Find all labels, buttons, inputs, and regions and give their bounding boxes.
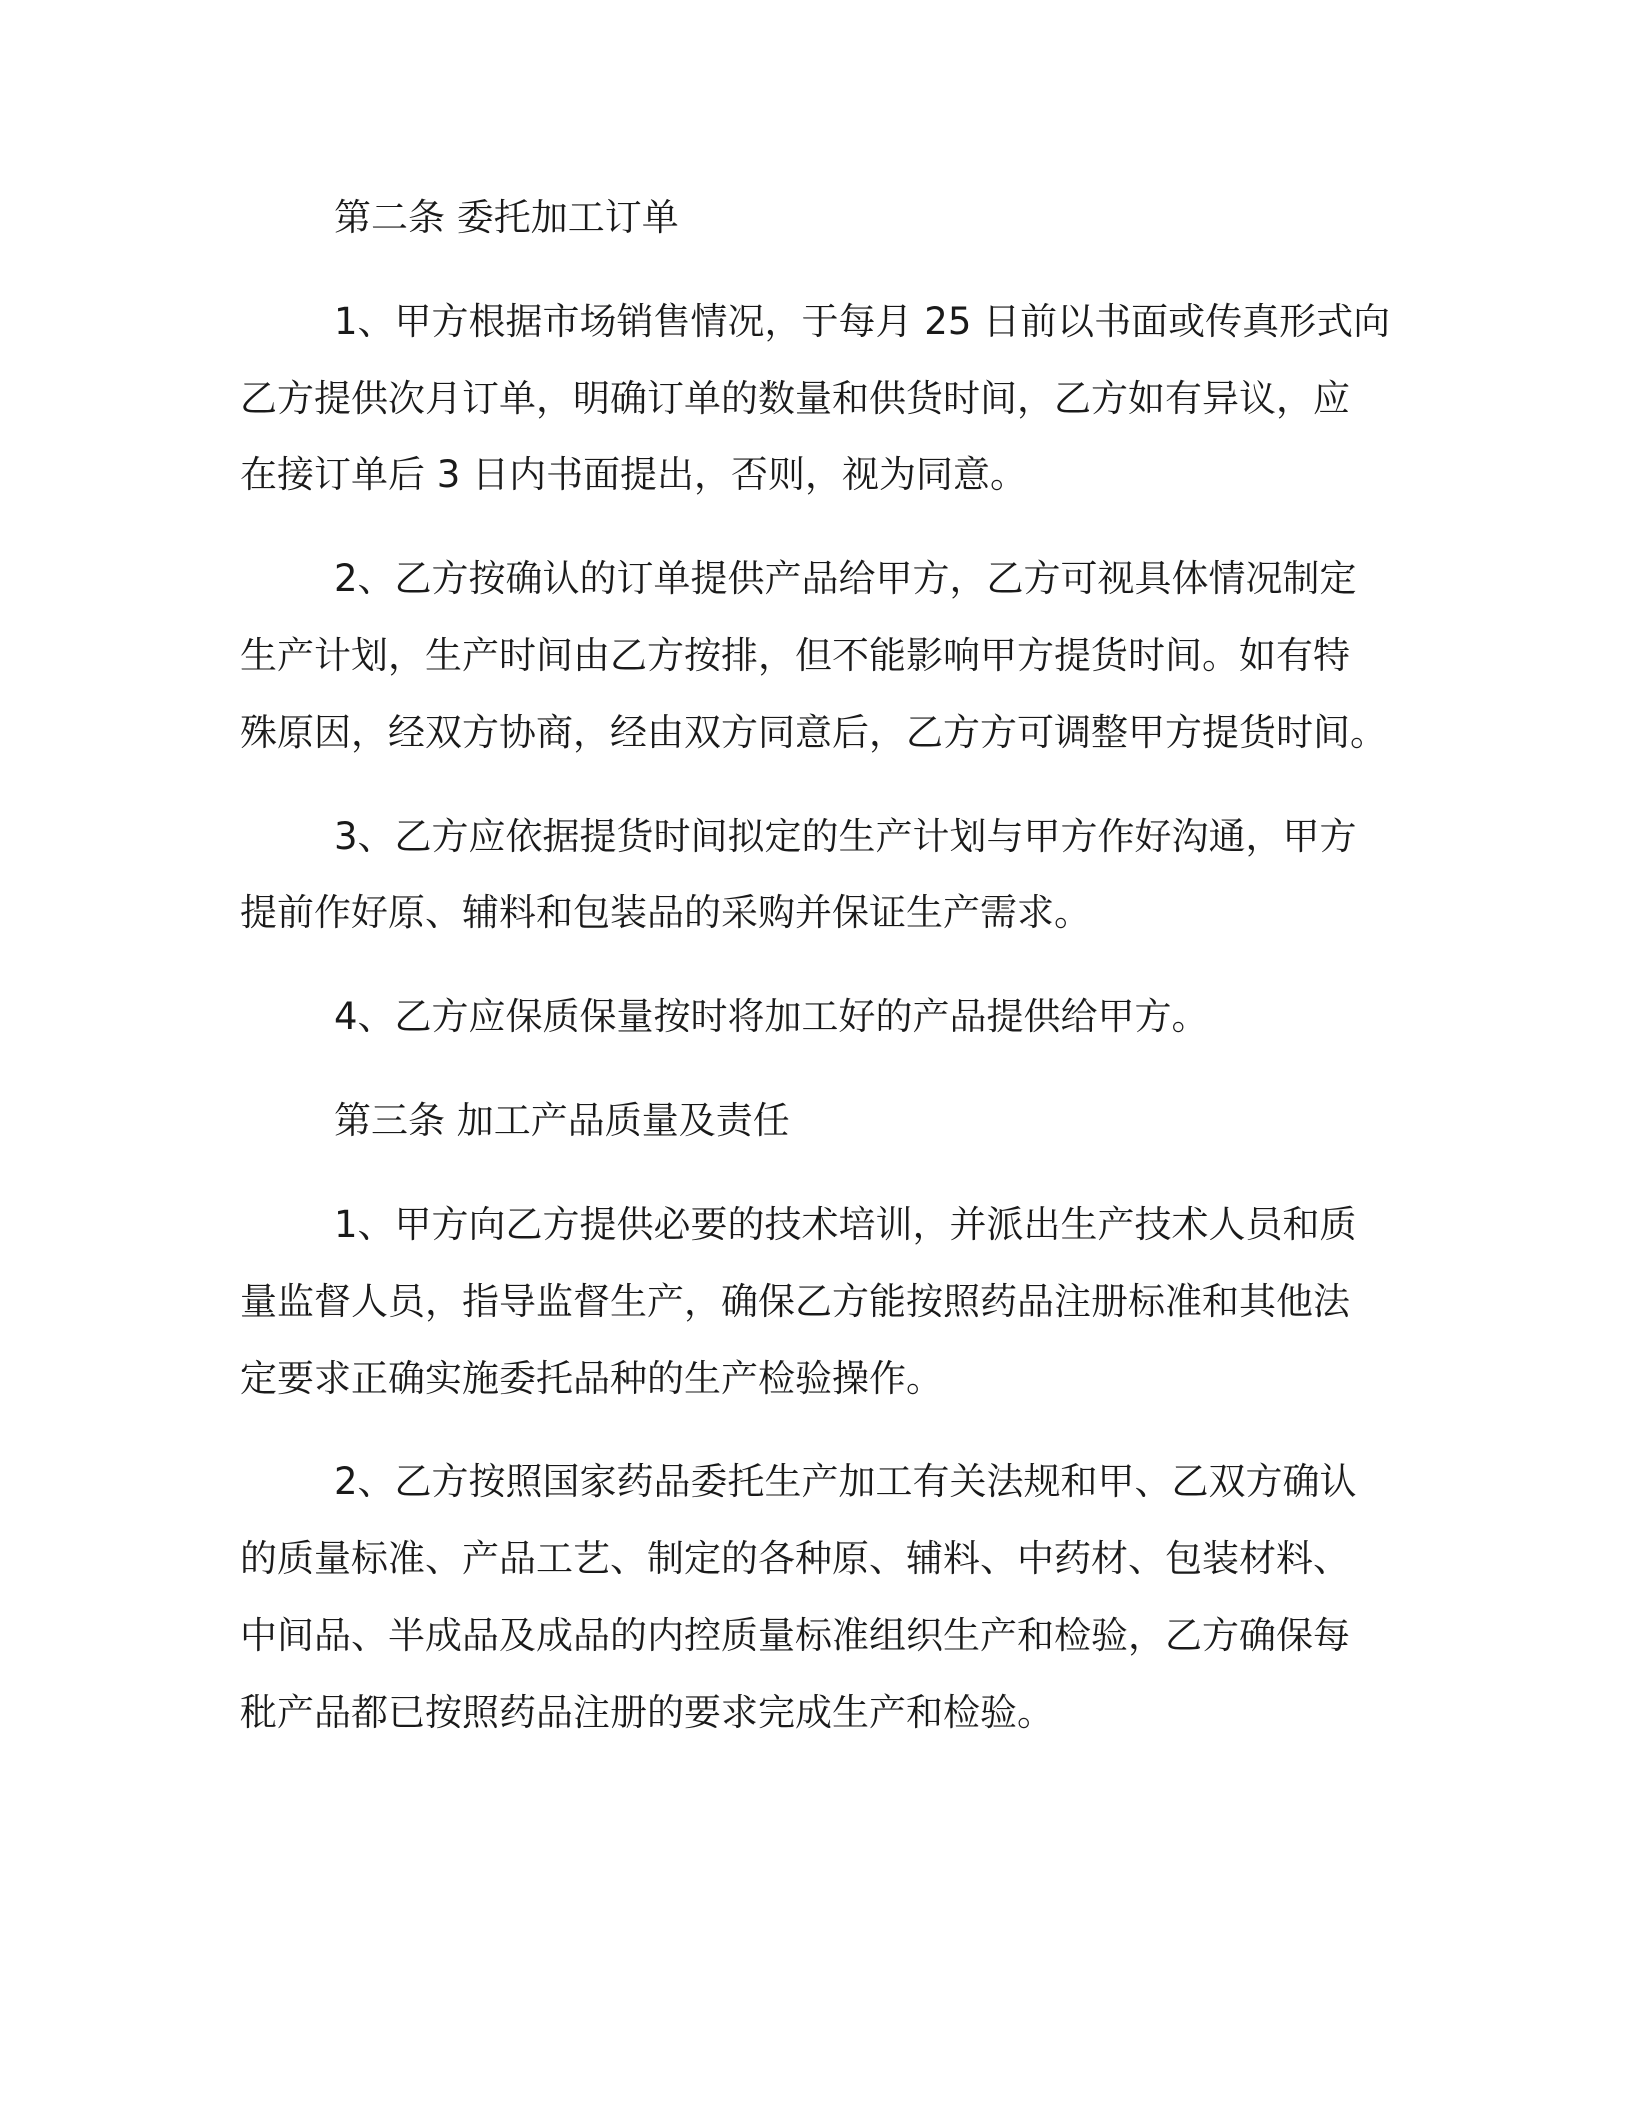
article-3-heading: 第三条 加工产品质量及责任 [334,1099,790,1142]
article-2-para-2-line-2: 生产计划，生产时间由乙方按排，但不能影响甲方提货时间。如有特 [240,634,1350,677]
article-3-para-2-line-4: 秕产品都已按照药品注册的要求完成生产和检验。 [240,1691,1054,1734]
article-2-para-1-line-1: 1、甲方根据市场销售情况，于每月 25 日前以书面或传真形式向 [334,300,1391,343]
article-2-para-3-line-2: 提前作好原、辅料和包装品的采购并保证生产需求。 [240,891,1091,934]
article-3-para-2-line-2: 的质量标准、产品工艺、制定的各种原、辅料、中药材、包装材料、 [240,1537,1350,1580]
article-2-para-4-line-1: 4、乙方应保质保量按时将加工好的产品提供给甲方。 [334,995,1209,1038]
article-3-para-1-line-3: 定要求正确实施委托品种的生产检验操作。 [240,1357,943,1400]
article-3-para-1-line-1: 1、甲方向乙方提供必要的技术培训，并派出生产技术人员和质 [334,1203,1357,1246]
article-2-para-1-line-2: 乙方提供次月订单，明确订单的数量和供货时间，乙方如有异议，应 [240,377,1350,420]
article-2-para-1-line-3: 在接订单后 3 日内书面提出，否则，视为同意。 [240,453,1028,496]
article-2-heading: 第二条 委托加工订单 [334,196,679,239]
article-2-para-2-line-3: 殊原因，经双方协商，经由双方同意后，乙方方可调整甲方提货时间。 [240,711,1387,754]
article-3-para-2-line-1: 2、乙方按照国家药品委托生产加工有关法规和甲、乙双方确认 [334,1460,1357,1503]
article-3-para-1-line-2: 量监督人员，指导监督生产，确保乙方能按照药品注册标准和其他法 [240,1280,1350,1323]
article-3-para-2-line-3: 中间品、半成品及成品的内控质量标准组织生产和检验，乙方确保每 [240,1614,1350,1657]
article-2-para-3-line-1: 3、乙方应依据提货时间拟定的生产计划与甲方作好沟通，甲方 [334,815,1357,858]
article-2-para-2-line-1: 2、乙方按确认的订单提供产品给甲方，乙方可视具体情况制定 [334,557,1357,600]
